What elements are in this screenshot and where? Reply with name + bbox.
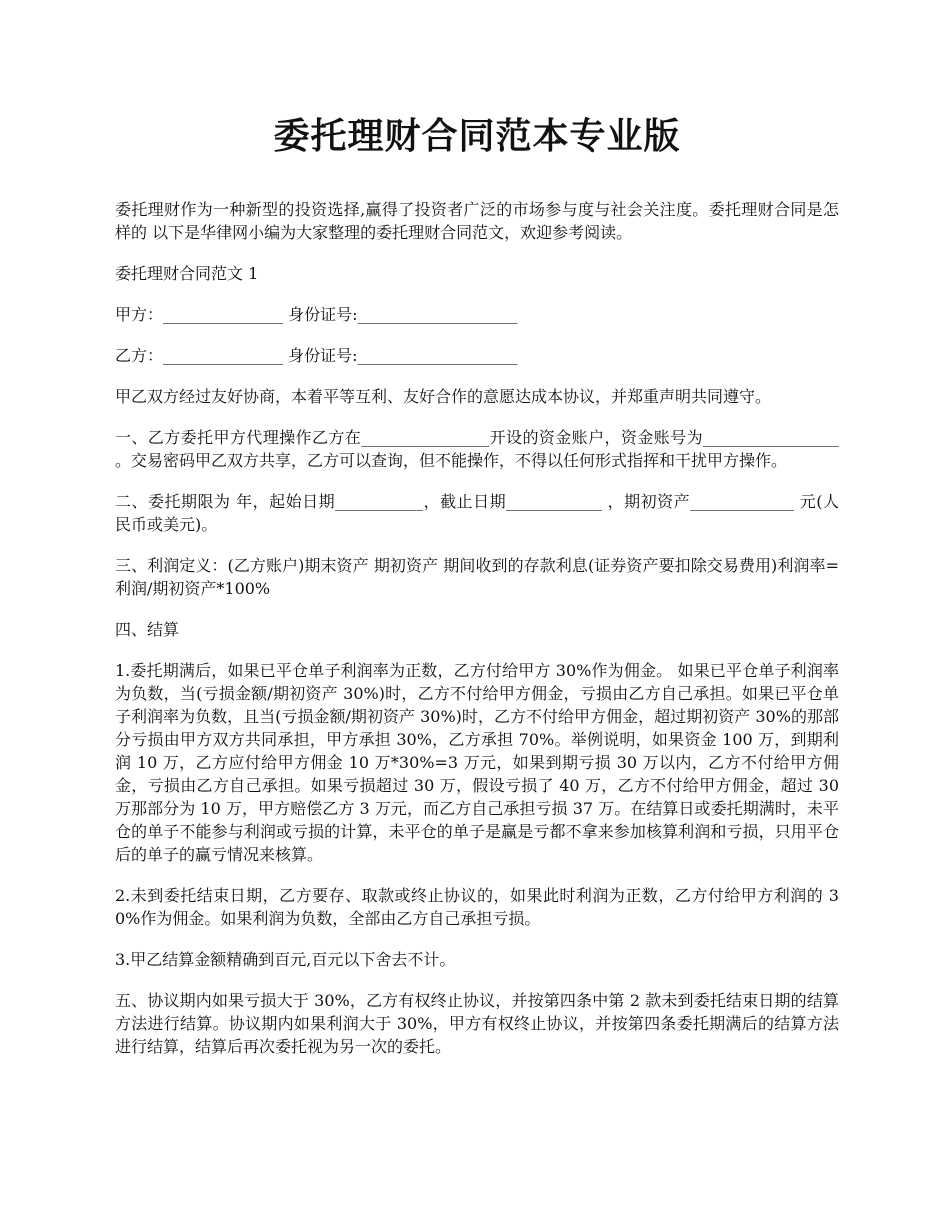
clause-4-heading: 四、结算 [115,620,180,639]
agreement-preamble: 甲乙双方经过友好协商，本着平等互利、友好合作的意愿达成本协议，并郑重声明共同遵守。 [115,387,772,406]
clause-5-termination: 五、协议期内如果亏损大于 30%，乙方有权终止协议，并按第四条中第 2 款未到委托结束日期的结算方法进行结算。协议期内如果利润大于 30%，甲方有权终止协议，并按第四条委托期满后的结算方法进行结算，结算后再次委托视为另一次的委托。 [115,991,839,1056]
clause-4-item-3: 3.甲乙结算金额精确到百元,百元以下舍去不计。 [115,950,456,969]
section-heading-sample-1: 委托理财合同范文 1 [115,264,259,283]
clause-3-profit-definition: 三、利润定义：(乙方账户)期末资产 期初资产 期间收到的存款利息(证券资产要扣除交易费用)利润率=利润/期初资产*100% [115,556,839,598]
party-a-line: 甲方：_______________ 身份证号:____________________ [115,305,518,324]
clause-2-term: 二、委托期限为 年，起始日期___________，截止日期____________ ，期初资产_____________ 元(人民币或美元)。 [115,492,839,534]
clause-1-account: 一、乙方委托甲方代理操作乙方在________________开设的资金账户，资金账号为_________________ 。交易密码甲乙双方共享，乙方可以查询，但不能操作，不得以任何形式指挥和干扰甲方操作。 [115,428,839,470]
intro-paragraph: 委托理财作为一种新型的投资选择,赢得了投资者广泛的市场参与度与社会关注度。委托理财合同是怎样的 以下是华律网小编为大家整理的委托理财合同范文，欢迎参考阅读。 [115,200,839,242]
party-b-line: 乙方：_______________ 身份证号:____________________ [115,346,518,365]
document-title: 委托理财合同范本专业版 [273,115,681,157]
clause-4-item-2: 2.未到委托结束日期，乙方要存、取款或终止协议的，如果此时利润为正数，乙方付给甲方利润的 30%作为佣金。如果利润为负数，全部由乙方自己承担亏损。 [115,886,839,928]
document-page [115,110,839,1076]
clause-4-item-1: 1.委托期满后，如果已平仓单子利润率为正数，乙方付给甲方 30%作为佣金。 如果已平仓单子利润率为负数，当(亏损金额/期初资产 30%)时，乙方不付给甲方佣金，亏损由乙方自己承担。如果已平仓单子利润率为负数，且当(亏损金额/期初资产 30%)时，乙方不付给甲方佣金，超过期初资产 30%的那部分亏损由甲方双方共同承担，甲方承担 30%，乙方承担 70%。举例说明，如果资金 100 万，到期利润 10 万，乙方应付给甲方佣金 10 万*30%=3 万元，如果到期亏损 30 万以内，乙方不付给甲方佣金，亏损由乙方自己承担。如果亏损超过 30 万，假设亏损了 40 万，乙方不付给甲方佣金，超过 30 万那部分为 10 万，甲方赔偿乙方 3 万元，而乙方自己承担亏损 37 万。在结算日或委托期满时，未平仓的单子不能参与利润或亏损的计算，未平仓的单子是赢是亏都不拿来参加核算利润和亏损，只用平仓后的单子的赢亏情况来核算。 [115,661,839,864]
